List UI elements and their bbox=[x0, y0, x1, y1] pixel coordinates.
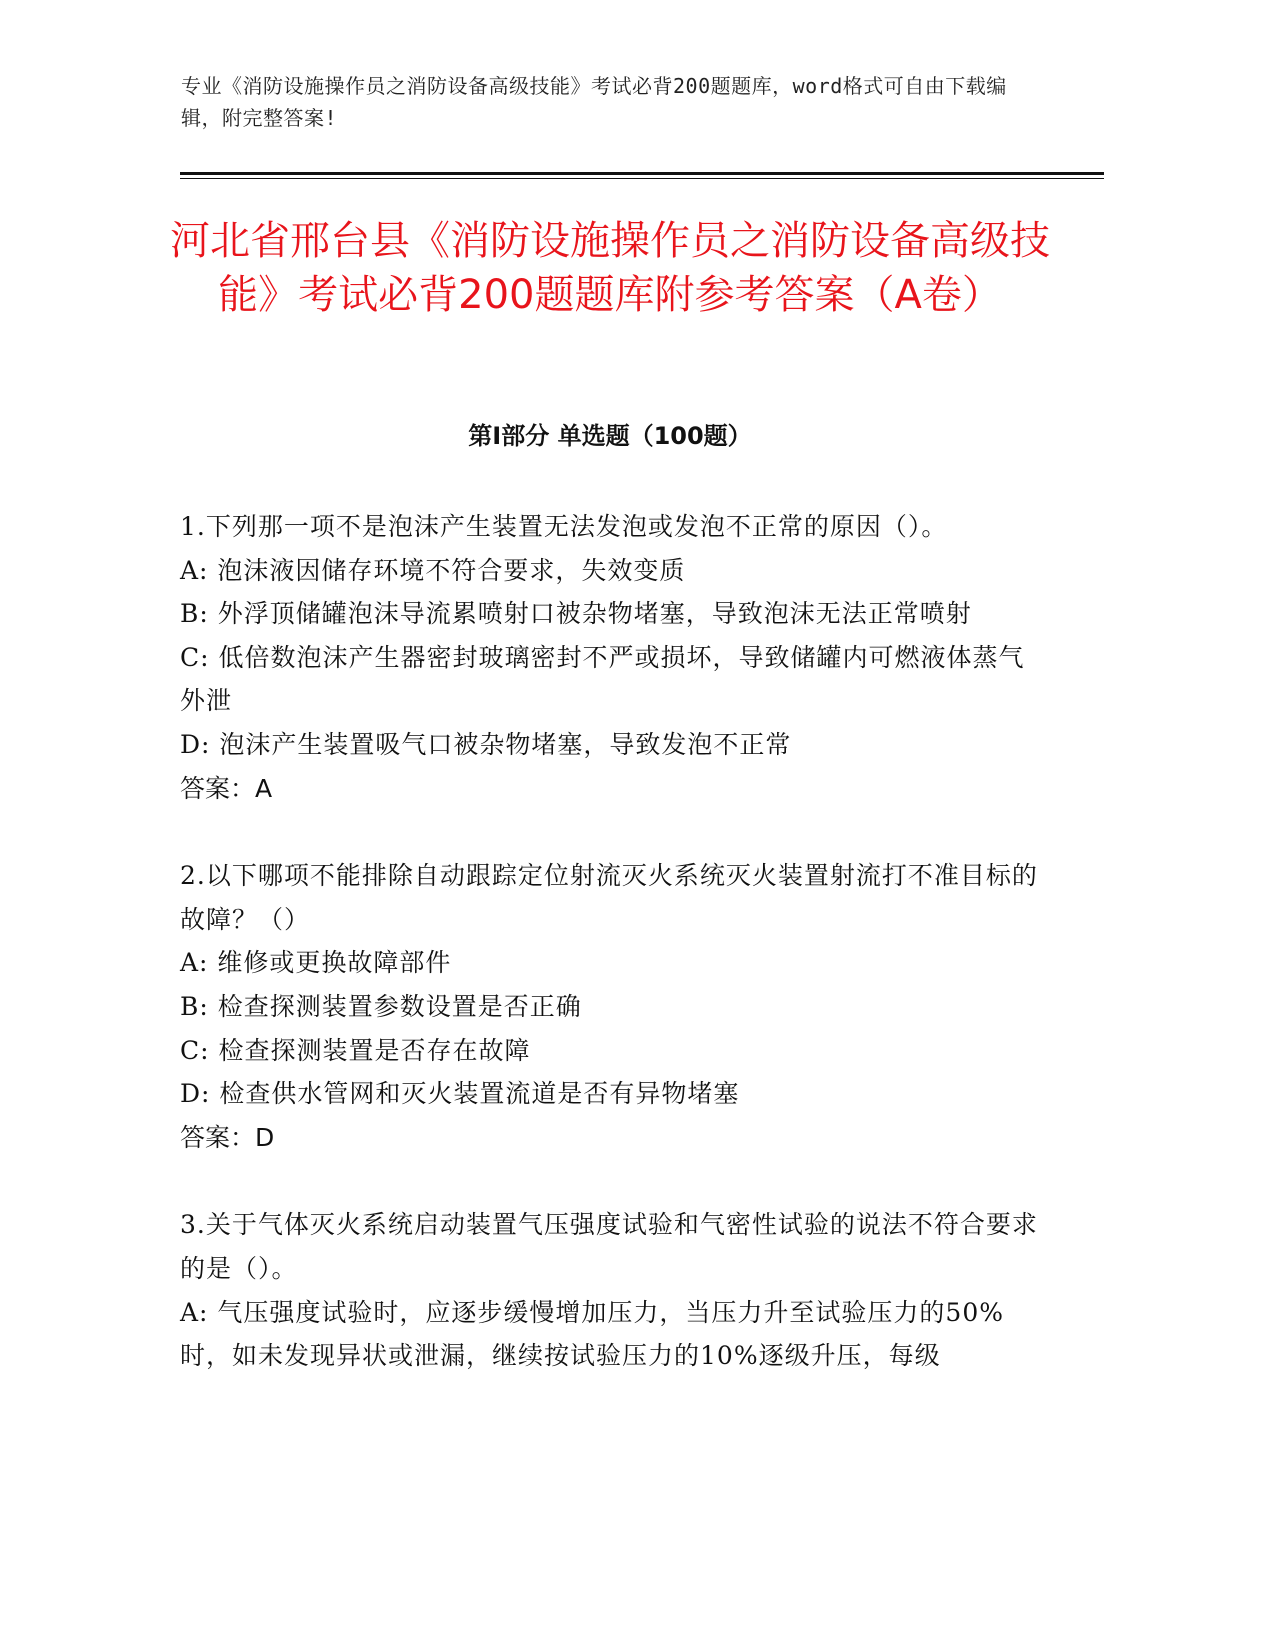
option-d: D: 泡沫产生装置吸气口被杂物堵塞，导致发泡不正常 bbox=[180, 729, 792, 759]
header-divider-thick bbox=[180, 172, 1104, 175]
question-3 bbox=[180, 1203, 1040, 1377]
option-c: C: 低倍数泡沫产生器密封玻璃密封不严或损坏，导致储罐内可燃液体蒸气外泄 bbox=[180, 642, 1025, 716]
question-2 bbox=[180, 854, 1040, 1159]
option-b: B: 外浮顶储罐泡沫导流累喷射口被杂物堵塞，导致泡沫无法正常喷射 bbox=[180, 599, 972, 629]
option-a: A: 泡沫液因储存环境不符合要求，失效变质 bbox=[180, 555, 686, 585]
option-c: C: 检查探测装置是否存在故障 bbox=[180, 1035, 531, 1065]
question-stem: 3.关于气体灭火系统启动装置气压强度试验和气密性试验的说法不符合要求的是（）。 bbox=[180, 1210, 1038, 1283]
answer: 答案：D bbox=[180, 1122, 275, 1152]
option-d: D: 检查供水管网和灭火装置流道是否有异物堵塞 bbox=[180, 1079, 740, 1109]
document-title: 河北省邢台县《消防设施操作员之消防设备高级技能》考试必背200题题库附参考答案（A卷） bbox=[170, 218, 1050, 318]
option-a: A: 气压强度试验时，应逐步缓慢增加压力，当压力升至试验压力的50%时，如未发现异状或泄漏，继续按试验压力的10%逐级升压，每级 bbox=[180, 1297, 1004, 1371]
header-divider-thin bbox=[180, 178, 1104, 179]
option-b: B: 检查探测装置参数设置是否正确 bbox=[180, 991, 582, 1021]
answer: 答案：A bbox=[180, 773, 273, 803]
question-stem: 2.以下哪项不能排除自动跟踪定位射流灭火系统灭火装置射流打不准目标的故障？（） bbox=[180, 861, 1038, 934]
header-note: 专业《消防设施操作员之消防设备高级技能》考试必背200题题库，word格式可自由下载编辑，附完整答案! bbox=[181, 74, 1007, 130]
question-stem: 1.下列那一项不是泡沫产生装置无法发泡或发泡不正常的原因（）。 bbox=[180, 512, 948, 541]
question-1 bbox=[180, 505, 1040, 810]
section-title: 第I部分 单选题（100题） bbox=[468, 422, 752, 450]
option-a: A: 维修或更换故障部件 bbox=[180, 948, 452, 978]
question-list bbox=[180, 505, 1040, 1422]
